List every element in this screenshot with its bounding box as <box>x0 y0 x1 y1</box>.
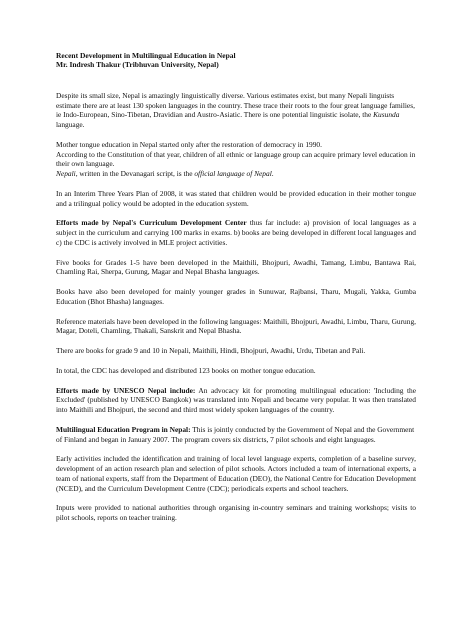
paragraph-text: According to the Constitution of that year, children of all ethnic or language group can acquire primary level education in their own language. <box>56 149 416 169</box>
bold-heading: Multilingual Education Program in Nepal: <box>56 424 191 434</box>
paragraph-text: An advocacy kit for promoting multilingual education: 'Including the Excluded' (published by UNESCO Bangkok) was translated into Nepali and became very popular. It was then translated into Maithili and Bhojpuri, the second and third most widely spoken languages of the country. <box>56 385 417 415</box>
paragraph-reference-materials: Reference materials have been developed in the following languages: Maithili, Bhojpuri, Awadhi, Limbu, Tharu, Gurung, Magar, Doteli, Chamling, Thakali, Sanskrit and Nepal Bhasha. <box>56 316 416 336</box>
author-line: Mr. Indresh Thakur (Tribhuvan University, Nepal) <box>56 60 219 70</box>
paragraph-grade-9-10: There are books for grade 9 and 10 in Nepali, Maithili, Hindi, Bhojpuri, Awadhi, Urdu, Tibetan and Pali. <box>56 346 366 356</box>
paragraph-text: This is jointly conducted by the Government of Nepal and the Government of Finland and began in January 2007. The program covers six districts, 7 pilot schools and eight languages. <box>56 424 415 444</box>
paragraph-text: Despite its small size, Nepal is amazingly linguistically diverse. Various estimates exist, but many Nepali linguists estimate there are at least 130 spoken languages in the country. These trace their roots to the four great language families, ie Indo-European, Sino-Tibetan, Dravidian and Austro-Asiatic. There is one potential linguistic isolate, the <box>56 90 415 120</box>
document-title <box>56 51 416 70</box>
paragraph-mother-tongue <box>56 140 416 179</box>
paragraph-younger-grades: Books have also been developed for mainly younger grades in Sunuwar, Rajbansi, Tharu, Mugali, Yakka, Gumba Education (Bhot Bhasha) languages. <box>56 287 416 306</box>
paragraph-interim-plan: In an Interim Three Years Plan of 2008, it was stated that children would be provided education in their mother tongue and a trilingual policy would be adopted in the education system. <box>56 188 416 208</box>
paragraph-text: . <box>271 169 274 179</box>
bold-heading: Efforts made by Nepal's Curriculum Development Center <box>56 218 247 228</box>
italic-term: official language of Nepal <box>194 169 272 179</box>
paragraph-intro <box>56 91 416 130</box>
paragraph-early-activities: Early activities included the identification and training of local level language experts, completion of a baseline survey, development of an action research plan and selection of pilot schools. Actors included a team of international experts, a team of national experts, staff from the Department of Education (DEO), the National Centre for Education Development (NCED), and the Curriculum Development Centre (CDC); periodicals experts and school teachers. <box>56 454 416 493</box>
paragraph-text: Mother tongue education in Nepal started only after the restoration of democracy in 1990. <box>56 139 322 149</box>
title-line: Recent Development in Multilingual Education in Nepal <box>56 51 236 60</box>
paragraph-cdc-efforts <box>56 218 416 247</box>
paragraph-inputs: Inputs were provided to national authorities through organising in-country seminars and training workshops; visits to pilot schools, reports on teacher training. <box>56 503 416 523</box>
italic-term: Kusunda <box>373 110 400 120</box>
italic-term: Nepali <box>56 169 76 179</box>
paragraph-mle-program <box>56 425 416 445</box>
paragraph-text: language. <box>56 120 85 130</box>
paragraph-grade-books: Five books for Grades 1-5 have been developed in the Maithili, Bhojpuri, Awadhi, Tamang, Limbu, Bantawa Rai, Chamling Rai, Sherpa, Gurung, Magar and Nepal Bhasha languages. <box>56 257 416 277</box>
bold-heading: Efforts made by UNESCO Nepal include: <box>56 385 196 395</box>
paragraph-text: , written in the Devanagari script, is the <box>75 169 195 179</box>
paragraph-unesco <box>56 386 416 415</box>
paragraph-total-books: In total, the CDC has developed and distributed 123 books on mother tongue education. <box>56 365 316 375</box>
paragraph-text: thus far include: a) provision of local languages as a subject in the curriculum and carrying 100 marks in exams. b) books are being developed in different local languages and c) the CDC is actively involved in MLE project activities. <box>56 218 416 247</box>
spacer <box>56 70 416 91</box>
